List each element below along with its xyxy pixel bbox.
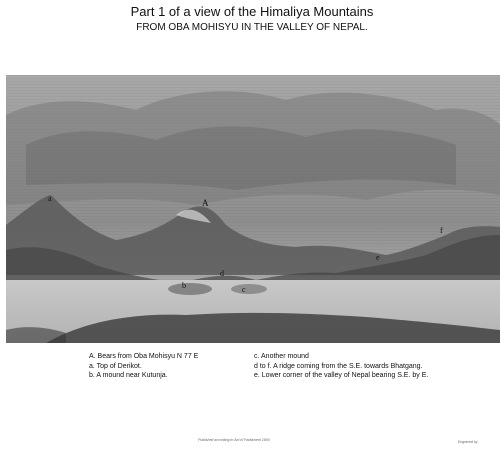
- legend-left: [89, 352, 198, 381]
- page-subtitle: FROM OBA MOHISYU IN THE VALLEY OF NEPAL.: [136, 22, 368, 33]
- marker-f: f: [440, 226, 443, 235]
- legend-item-e: e. Lower corner of the valley of Nepal bearing S.E. by E.: [254, 372, 429, 379]
- marker-a: a: [48, 194, 52, 203]
- page-title: Part 1 of a view of the Himaliya Mountains: [130, 4, 374, 19]
- marker-e: e: [376, 253, 380, 262]
- legend-item-b: b. A mound near Kutunja.: [89, 372, 168, 379]
- legend-right: [254, 352, 428, 381]
- legend-item-c: c. Another mound: [254, 353, 309, 360]
- engraving-image: [6, 75, 500, 343]
- marker-b: b: [182, 281, 186, 290]
- engraver-credit: Engraved by: [458, 440, 478, 444]
- mountain-landscape-engraving: [6, 75, 500, 343]
- marker-d: d: [220, 269, 224, 278]
- legend-item-A: A. Bears from Oba Mohisyu N 77 E: [89, 353, 199, 360]
- marker-A: A: [202, 198, 209, 208]
- marker-c: c: [242, 285, 246, 294]
- publisher-credit: Published according to Act of Parliament 1800: [198, 438, 270, 442]
- legend-item-a: a. Top of Derikot.: [89, 362, 142, 370]
- legend-item-d-f: d to f. A ridge coming from the S.E. towards Bhatgang.: [254, 362, 423, 370]
